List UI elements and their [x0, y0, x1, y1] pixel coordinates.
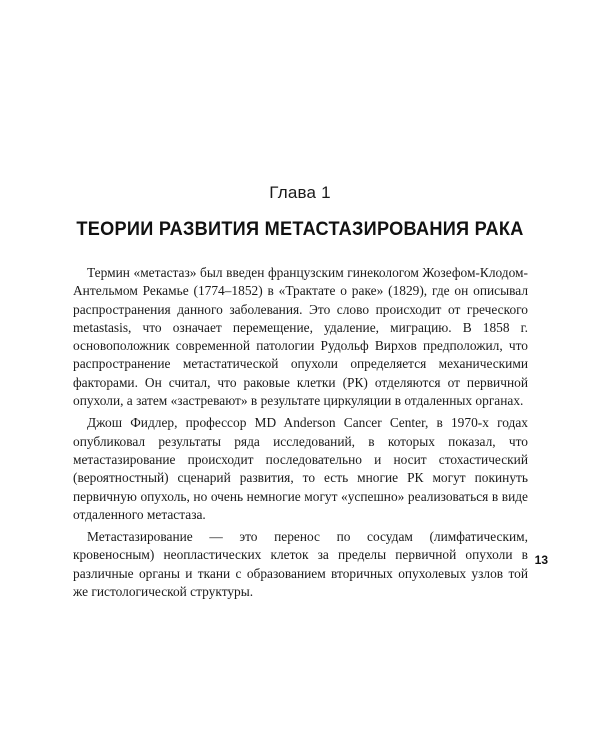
body-text — [73, 264, 528, 605]
chapter-title: ТЕОРИИ РАЗВИТИЯ МЕТАСТАЗИРОВАНИЯ РАКА — [76, 218, 524, 240]
paragraph: Метастазирование — это перенос по сосудам (лимфатическим, кровеносным) неопластических клеток за пределы первичной опухоли в различные органы и ткани с образованием вторичных опухолевых узлов той же гистологической структуры. — [73, 529, 528, 600]
paragraph: Джош Фидлер, профессор MD Anderson Cancer Center, в 1970-х годах опубликовал результаты ряда исследований, в которых показал, что метастазирование происходит последовательно и носит стохастический (вероятностный) сценарий развития, то есть многие РК могут покинуть первичную опухоль, но очень немногие могут «успешно» реализоваться в виде отдаленного метастаза. — [73, 415, 528, 522]
chapter-label: Глава 1 — [269, 183, 331, 202]
paragraph: Термин «метастаз» был введен французским гинекологом Жозефом-Клодом-Антельмом Рекамье (1774–1852) в «Трактате о раке» (1829), где он описывал распространения данного заболевания. Это слово происходит от греческого metastasis, что означает перемещение, удаление, миграцию. В 1858 г. основоположник современной патологии Рудольф Вирхов предположил, что распространение метастатической опухоли определяется механическими факторами. Он считал, что раковые клетки (РК) отделяются от первичной опухоли, а затем «застревают» в результате циркуляции в отдаленных органах. — [73, 265, 528, 409]
page-number: 13 — [534, 553, 548, 567]
